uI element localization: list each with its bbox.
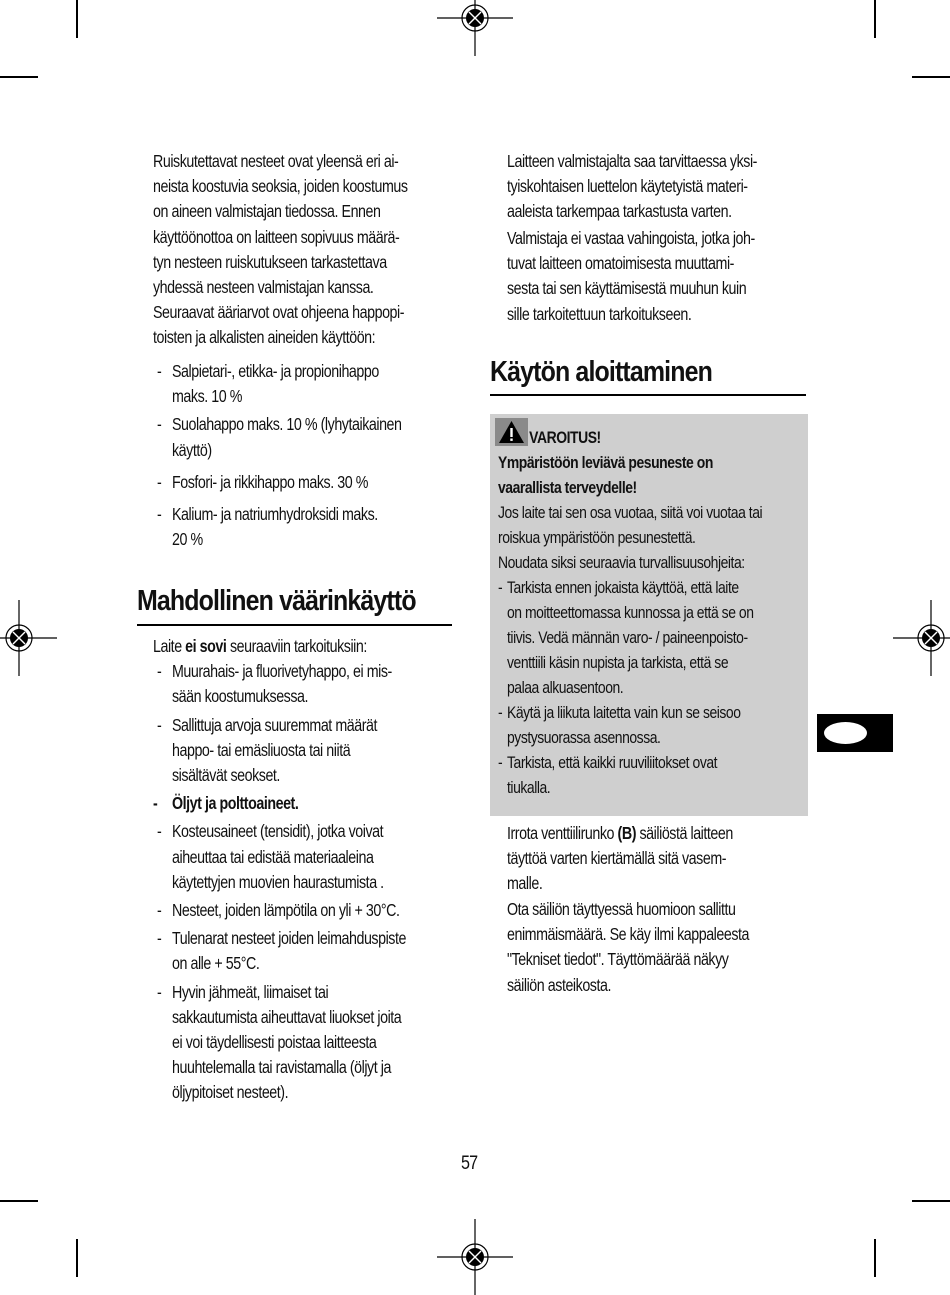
text-line: aiheuttaa tai edistää materiaaleina [172,846,374,867]
text-line: Käytä ja liikuta laitetta vain kun se seisoo [507,703,741,722]
text-line: tyiskohtaisen luettelon käytetyistä materi- [507,176,748,197]
text-line: sisältävät seokset. [172,765,280,786]
crop-mark [76,0,78,38]
text-line: enimmäismäärä. Se käy ilmi kappaleesta [507,924,750,945]
crop-mark [912,1200,950,1202]
list-item: - Fosfori- ja rikkihappo maks. 30 % [157,470,452,495]
text-line: Noudata siksi seuraavia turvallisuusohjeita: [498,553,745,572]
heading-rule [137,624,452,626]
liability-paragraph [507,226,809,327]
text-line: Salpietari-, etikka- ja propionihappo [172,361,379,381]
acid-limits-list [157,359,452,552]
warning-title: VAROITUS! [529,428,601,447]
warning-headline: Ympäristöön leviävä pesuneste on [498,453,713,472]
text-line: Kalium- ja natriumhydroksidi maks. [172,504,378,525]
misuse-section [153,634,457,1106]
crop-mark [874,0,876,38]
text-line: Tarkista ennen jokaista käyttöä, että laite [507,578,739,597]
text-line: on moitteettomassa kunnossa ja että se on [507,603,754,622]
valve-paragraph [507,821,782,897]
list-item: - Kosteusaineet (tensidit), jotka voivat aiheuttaa tai edistää materiaaleina käytettyjen muovien haurastumista . [157,819,457,895]
list-item: - Tarkista ennen jokaista käyttöä, että laite on moitteettomassa kunnossa ja että se on tiivis. Vedä männän varo- / paineenpoisto- venttiili käsin nupista ja tarkista, että se palaa alkuasentoon. [498,575,820,700]
text-line: 20 % [172,529,203,550]
text-line: sakkautumista aiheuttavat liuokset joita [172,1006,402,1027]
text-line: roiskua ympäristöön pesunestettä. [498,528,696,547]
start-heading: Käytön aloittaminen [490,356,713,388]
text-line: aaleista tarkempaa tarkastusta varten. [507,201,732,222]
materials-paragraph [507,149,812,225]
warning-content [498,425,820,800]
text-line: "Tekniset tiedot". Täyttömäärää näkyy [507,949,729,970]
text-line: säiliön asteikosta. [507,974,611,995]
text-line: neista koostuvia seoksia, joiden koostumus [153,176,408,197]
text-line: pystysuorassa asennossa. [507,728,661,747]
text-line: Valmistaja ei vastaa vahingoista, jotka joh- [507,228,755,248]
intro-paragraph [153,149,463,351]
text-line: käytettyjen muovien haurastumista . [172,871,384,892]
registration-mark-icon [893,600,950,676]
text-line: öljypitoiset nesteet). [172,1082,289,1103]
text-line: Sallittuja arvoja suuremmat määrät [172,714,377,735]
text-line: Laitteen valmistajalta saa tarvittaessa yksi- [507,151,757,171]
text-line: sesta tai sen käyttämisestä muuhun kuin [507,278,747,299]
text-line: happo- tai emäsliuosta tai niitä [172,739,351,760]
fill-paragraph [507,897,802,998]
text-line: tuvat laitteen omatoimisesta muuttami- [507,253,734,274]
list-item: - Kalium- ja natriumhydroksidi maks. 20 % [157,502,452,552]
registration-mark-icon [437,1219,513,1295]
registration-mark-icon [437,0,513,56]
text-line: Irrota venttiilirunko (B) säiliöstä laitteen [507,823,733,843]
misuse-intro: Laite ei sovi seuraaviin tarkoituksiin: [153,636,367,656]
text-line: käyttö) [172,439,212,460]
crop-mark [0,76,38,78]
text-line: käyttöönottoa on laitteen sopivuus määrä- [153,226,400,247]
text-line: Kosteusaineet (tensidit), jotka voivat [172,821,384,842]
oval-language-tab-icon [824,722,867,744]
crop-mark [874,1239,876,1277]
crop-mark [912,76,950,78]
crop-mark [76,1239,78,1277]
text-line: Suolahappo maks. 10 % (lyhytaikainen [172,414,402,435]
list-item: - Öljyt ja polttoaineet. [157,791,457,816]
text-line: Ota säiliön täyttyessä huomioon sallittu [507,899,736,919]
text-line: venttiili käsin nupista ja tarkista, että se [507,653,729,672]
heading-rule [490,394,806,396]
text-line: sään koostumuksessa. [172,686,309,707]
misuse-heading: Mahdollinen väärinkäyttö [137,585,416,617]
language-tab [817,714,893,752]
text-line: Fosfori- ja rikkihappo maks. 30 % [172,471,368,492]
list-item: - Käytä ja liikuta laitetta vain kun se seisoo pystysuorassa asennossa. [498,700,820,750]
text-line: tiukalla. [507,778,551,797]
text-line: ei voi täydellisesti poistaa laitteesta [172,1032,377,1053]
list-item: - Nesteet, joiden lämpötila on yli + 30°C. [157,898,457,923]
list-item: - Sallittuja arvoja suuremmat määrät happo- tai emäsliuosta tai niitä sisältävät seokset. [157,713,457,789]
text-line: on aineen valmistajan tiedossa. Ennen [153,201,381,222]
text-line: Ruiskutettavat nesteet ovat yleensä eri ai- [153,151,399,171]
list-item: - Muurahais- ja fluorivetyhappo, ei mis- sään koostumuksessa. [157,659,457,709]
crop-mark [0,1200,38,1202]
text-line: Seuraavat ääriarvot ovat ohjeena happopi- [153,302,405,323]
text-line: toisten ja alkalisten aineiden käyttöön: [153,327,376,348]
text-line: sille tarkoitettuun tarkoitukseen. [507,303,692,324]
list-item: - Tarkista, että kaikki ruuviliitokset ovat tiukalla. [498,750,820,800]
list-item: - Salpietari-, etikka- ja propionihappo maks. 10 % [157,359,452,409]
list-item: - Suolahappo maks. 10 % (lyhytaikainen käyttö) [157,412,452,462]
text-line: Öljyt ja polttoaineet. [172,793,299,814]
list-item: - Tulenarat nesteet joiden leimahduspiste on alle + 55°C. [157,926,457,976]
list-item: - Hyvin jähmeät, liimaiset tai sakkautumista aiheuttavat liuokset joita ei voi täydellisesti poistaa laitteesta huuhtelemalla tai ravistamalla (öljyt ja öljypitoiset nesteet). [157,980,457,1106]
page-number: 57 [461,1153,478,1174]
text-line: tyn nesteen ruiskutukseen tarkastettava [153,251,387,272]
text-line: Nesteet, joiden lämpötila on yli + 30°C. [172,900,400,921]
text-line: yhdessä nesteen valmistajan kanssa. [153,277,374,298]
text-line: Hyvin jähmeät, liimaiset tai [172,981,329,1002]
text-line: palaa alkuasentoon. [507,678,624,697]
text-line: on alle + 55°C. [172,953,260,974]
text-line: malle. [507,873,543,894]
text-line: tiivis. Vedä männän varo- / paineenpoisto- [507,628,748,647]
text-line: huuhtelemalla tai ravistamalla (öljyt ja [172,1057,391,1078]
text-line: Jos laite tai sen osa vuotaa, siitä voi vuotaa tai [498,503,763,522]
text-line: täyttöä varten kiertämällä sitä vasem- [507,848,727,869]
text-line: Muurahais- ja fluorivetyhappo, ei mis- [172,661,392,682]
text-line: Tulenarat nesteet joiden leimahduspiste [172,928,406,949]
text-line: maks. 10 % [172,386,242,407]
registration-mark-icon [0,600,57,676]
text-line: Tarkista, että kaikki ruuviliitokset ovat [507,753,718,772]
warning-headline: vaarallista terveydelle! [498,478,637,497]
